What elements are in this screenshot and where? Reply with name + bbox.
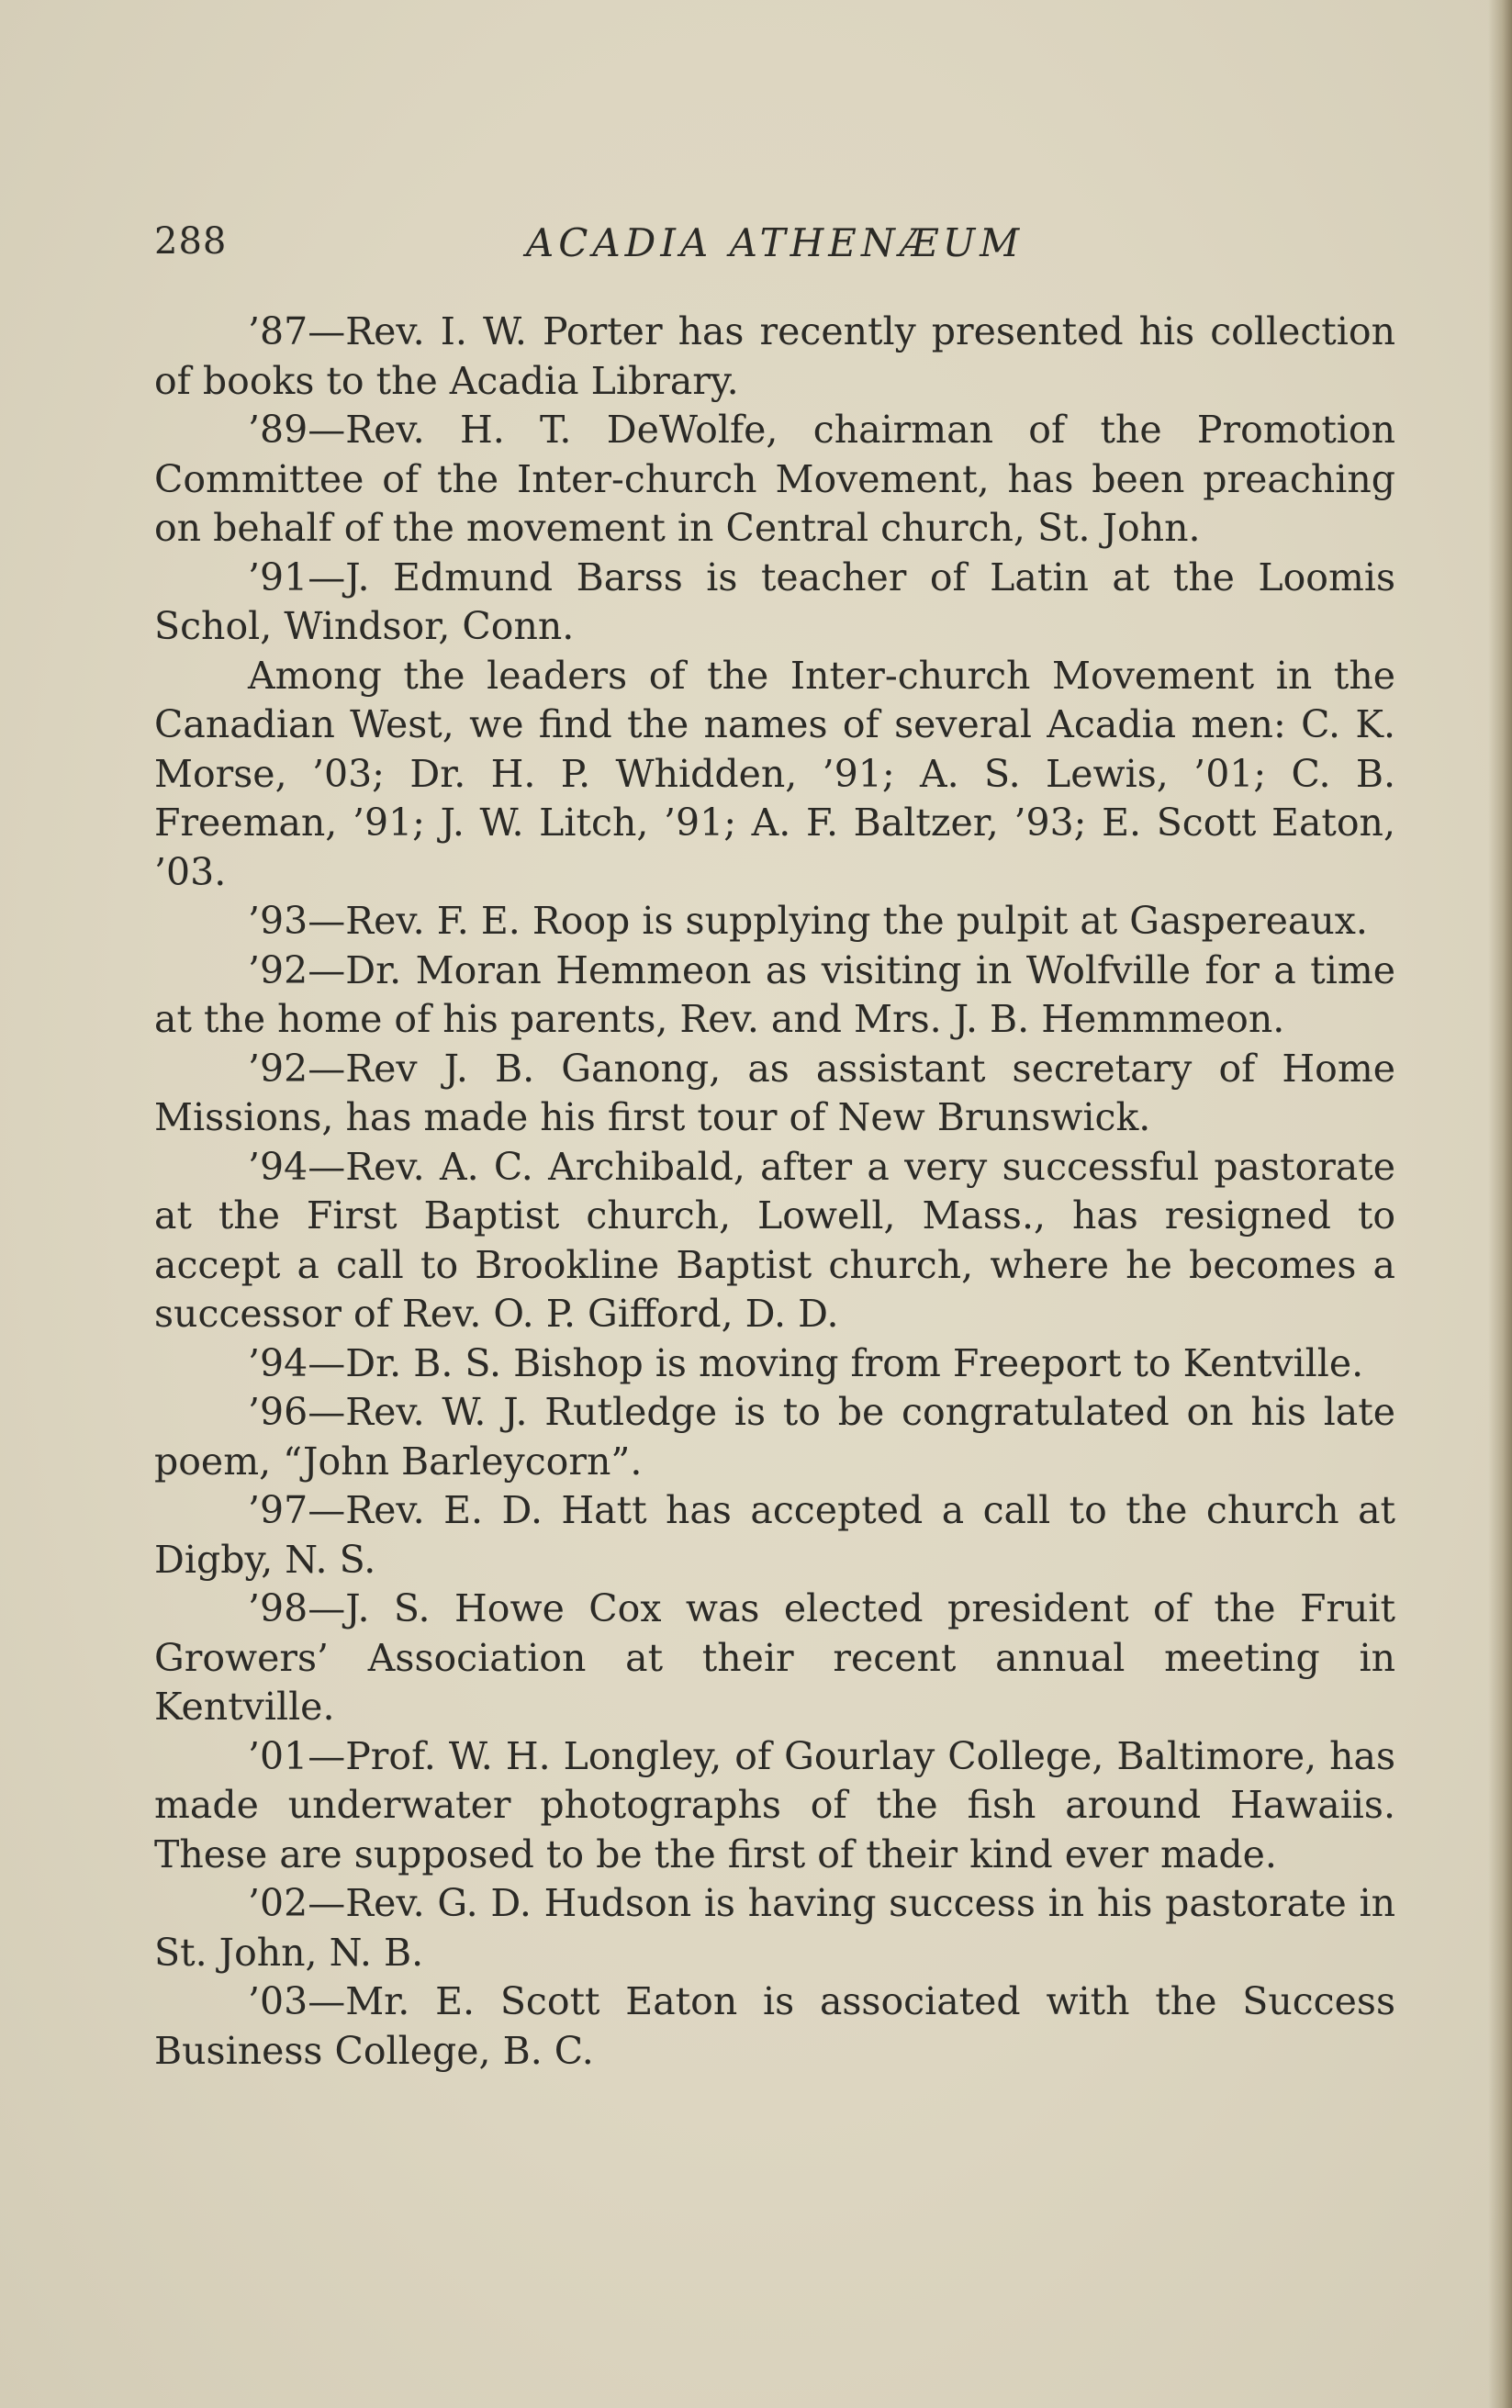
paragraph-ganong: ’92—Rev J. B. Ganong, as assistant secretary of Home Missions, has made his first tour of New Brunswick. xyxy=(154,1046,1395,1139)
paragraph-hatt: ’97—Rev. E. D. Hatt has accepted a call to the church at Digby, N. S. xyxy=(154,1488,1395,1582)
paragraph-porter: ’87—Rev. I. W. Porter has recently presented his collection of books to the Acadia Library. xyxy=(154,309,1395,403)
paragraph-eaton: ’03—Mr. E. Scott Eaton is associated with the Success Business College, B. C. xyxy=(154,1979,1395,2073)
paragraph-cox: ’98—J. S. Howe Cox was elected president of the Fruit Growers’ Association at their recent annual meeting in Kentville. xyxy=(154,1586,1395,1729)
page-body xyxy=(154,308,1395,2076)
page-number: 288 xyxy=(154,220,228,263)
paragraph-hudson: ’02—Rev. G. D. Hudson is having success in his pastorate in St. John, N. B. xyxy=(154,1881,1395,1975)
paragraph-rutledge: ’96—Rev. W. J. Rutledge is to be congratulated on his late poem, “John Barleycorn”. xyxy=(154,1390,1395,1484)
running-title: ACADIA ATHENÆUM xyxy=(525,220,1025,265)
paragraph-archibald: ’94—Rev. A. C. Archibald, after a very successful pastorate at the First Baptist church, Lowell, Mass., has resigned to accept a call to Brookline Baptist church, where he becomes a successor of Rev. O. P. Gifford, D. D. xyxy=(154,1144,1395,1336)
paragraph-longley: ’01—Prof. W. H. Longley, of Gourlay College, Baltimore, has made underwater photographs of the fish around Hawaiis. These are supposed to be the first of their kind ever made. xyxy=(154,1733,1395,1876)
paragraph-inter-church-leaders: Among the leaders of the Inter-church Movement in the Canadian West, we find the names of several Acadia men: C. K. Morse, ’03; Dr. H. P. Whidden, ’91; A. S. Lewis, ’01; C. B. Freeman, ’91; J. W. Litch, ’91; A. F. Baltzer, ’93; E. Scott Eaton, ’03. xyxy=(154,653,1395,894)
paragraph-barss: ’91—J. Edmund Barss is teacher of Latin at the Loomis Schol, Windsor, Conn. xyxy=(154,554,1395,648)
paragraph-bishop: ’94—Dr. B. S. Bishop is moving from Freeport to Kentville. xyxy=(248,1340,1364,1385)
page-header xyxy=(154,220,1395,275)
page-gutter-shadow xyxy=(1488,0,1512,2408)
paragraph-dewolfe: ’89—Rev. H. T. DeWolfe, chairman of the Promotion Committee of the Inter-church Movement, has been preaching on behalf of the movement in Central church, St. John. xyxy=(154,408,1395,550)
paragraph-roop: ’93—Rev. F. E. Roop is supplying the pulpit at Gaspereaux. xyxy=(248,899,1368,943)
paragraph-hemmeon: ’92—Dr. Moran Hemmeon as visiting in Wolfville for a time at the home of his parents, Rev. and Mrs. J. B. Hemmmeon. xyxy=(154,947,1395,1041)
